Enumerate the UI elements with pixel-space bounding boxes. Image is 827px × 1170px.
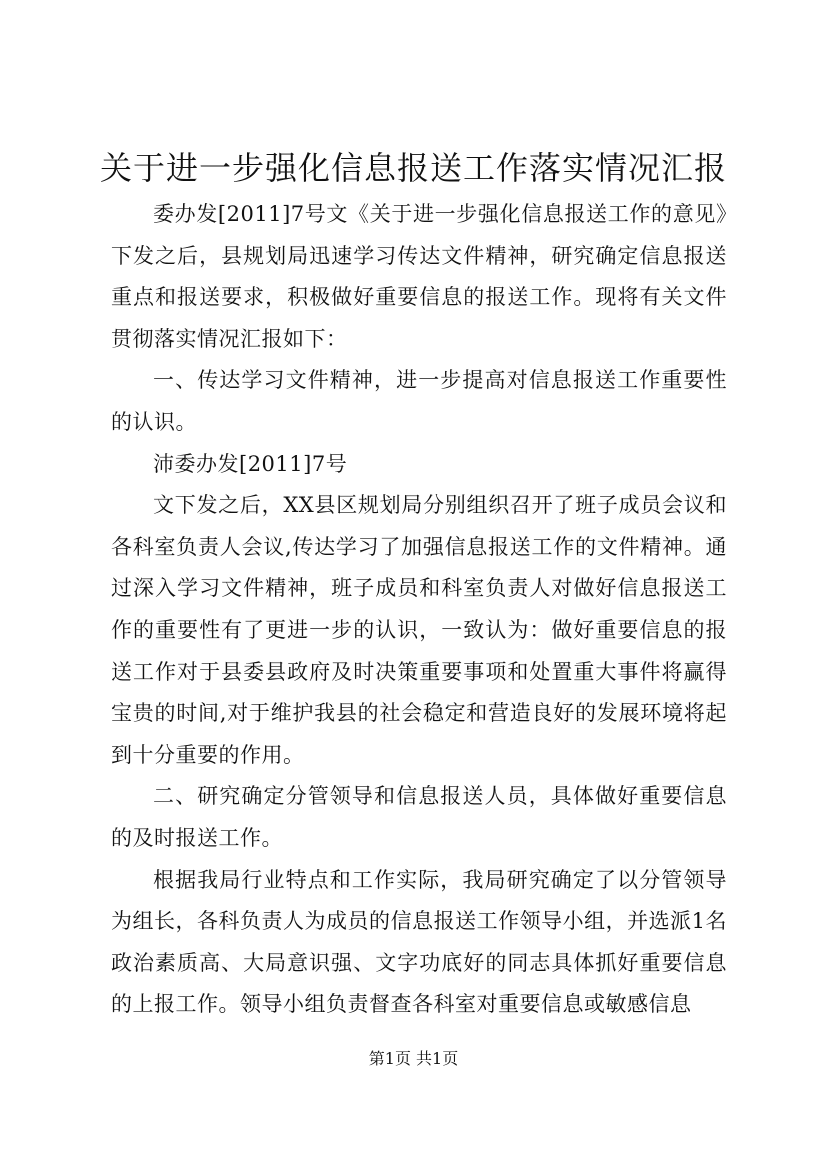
document-title: 关于进一步强化信息报送工作落实情况汇报 — [99, 149, 727, 187]
paragraph-leadership-group: 根据我局行业特点和工作实际，我局研究确定了以分管领导为组长，各科负责人为成员的信息报送工作领导小组，并选派1名政治素质高、大局意识强、文字功底好的同志具体抓好重要信息的上报工作。领导小组负责督查各科室对重要信息或敏感信息 — [111, 867, 727, 1017]
document-body — [111, 194, 727, 1026]
paragraph-meeting: 文下发之后，XX县区规划局分别组织召开了班子成员会议和各科室负责人会议,传达学习了加强信息报送工作的文件精神。通过深入学习文件精神，班子成员和科室负责人对做好信息报送工作的重要性有了更进一步的认识，一致认为：做好重要信息的报送工作对于县委县政府及时决策重要事项和处置重大事件将赢得宝贵的时间,对于维护我县的社会稳定和营造良好的发展环境将起到十分重要的作用。 — [111, 493, 727, 767]
paragraph-heading-two: 二、研究确定分管领导和信息报送人员，具体做好重要信息的及时报送工作。 — [111, 784, 727, 850]
paragraph-intro: 委办发[2011]7号文《关于进一步强化信息报送工作的意见》下发之后，县规划局迅速学习传达文件精神，研究确定信息报送重点和报送要求，积极做好重要信息的报送工作。现将有关文件贯彻落实情况汇报如下： — [111, 202, 727, 351]
paragraph-doc-number: 沛委办发[2011]7号 — [153, 451, 348, 476]
page-footer: 第1页 共1页 — [368, 1049, 459, 1068]
paragraph-heading-one: 一、传达学习文件精神，进一步提高对信息报送工作重要性的认识。 — [111, 368, 727, 434]
